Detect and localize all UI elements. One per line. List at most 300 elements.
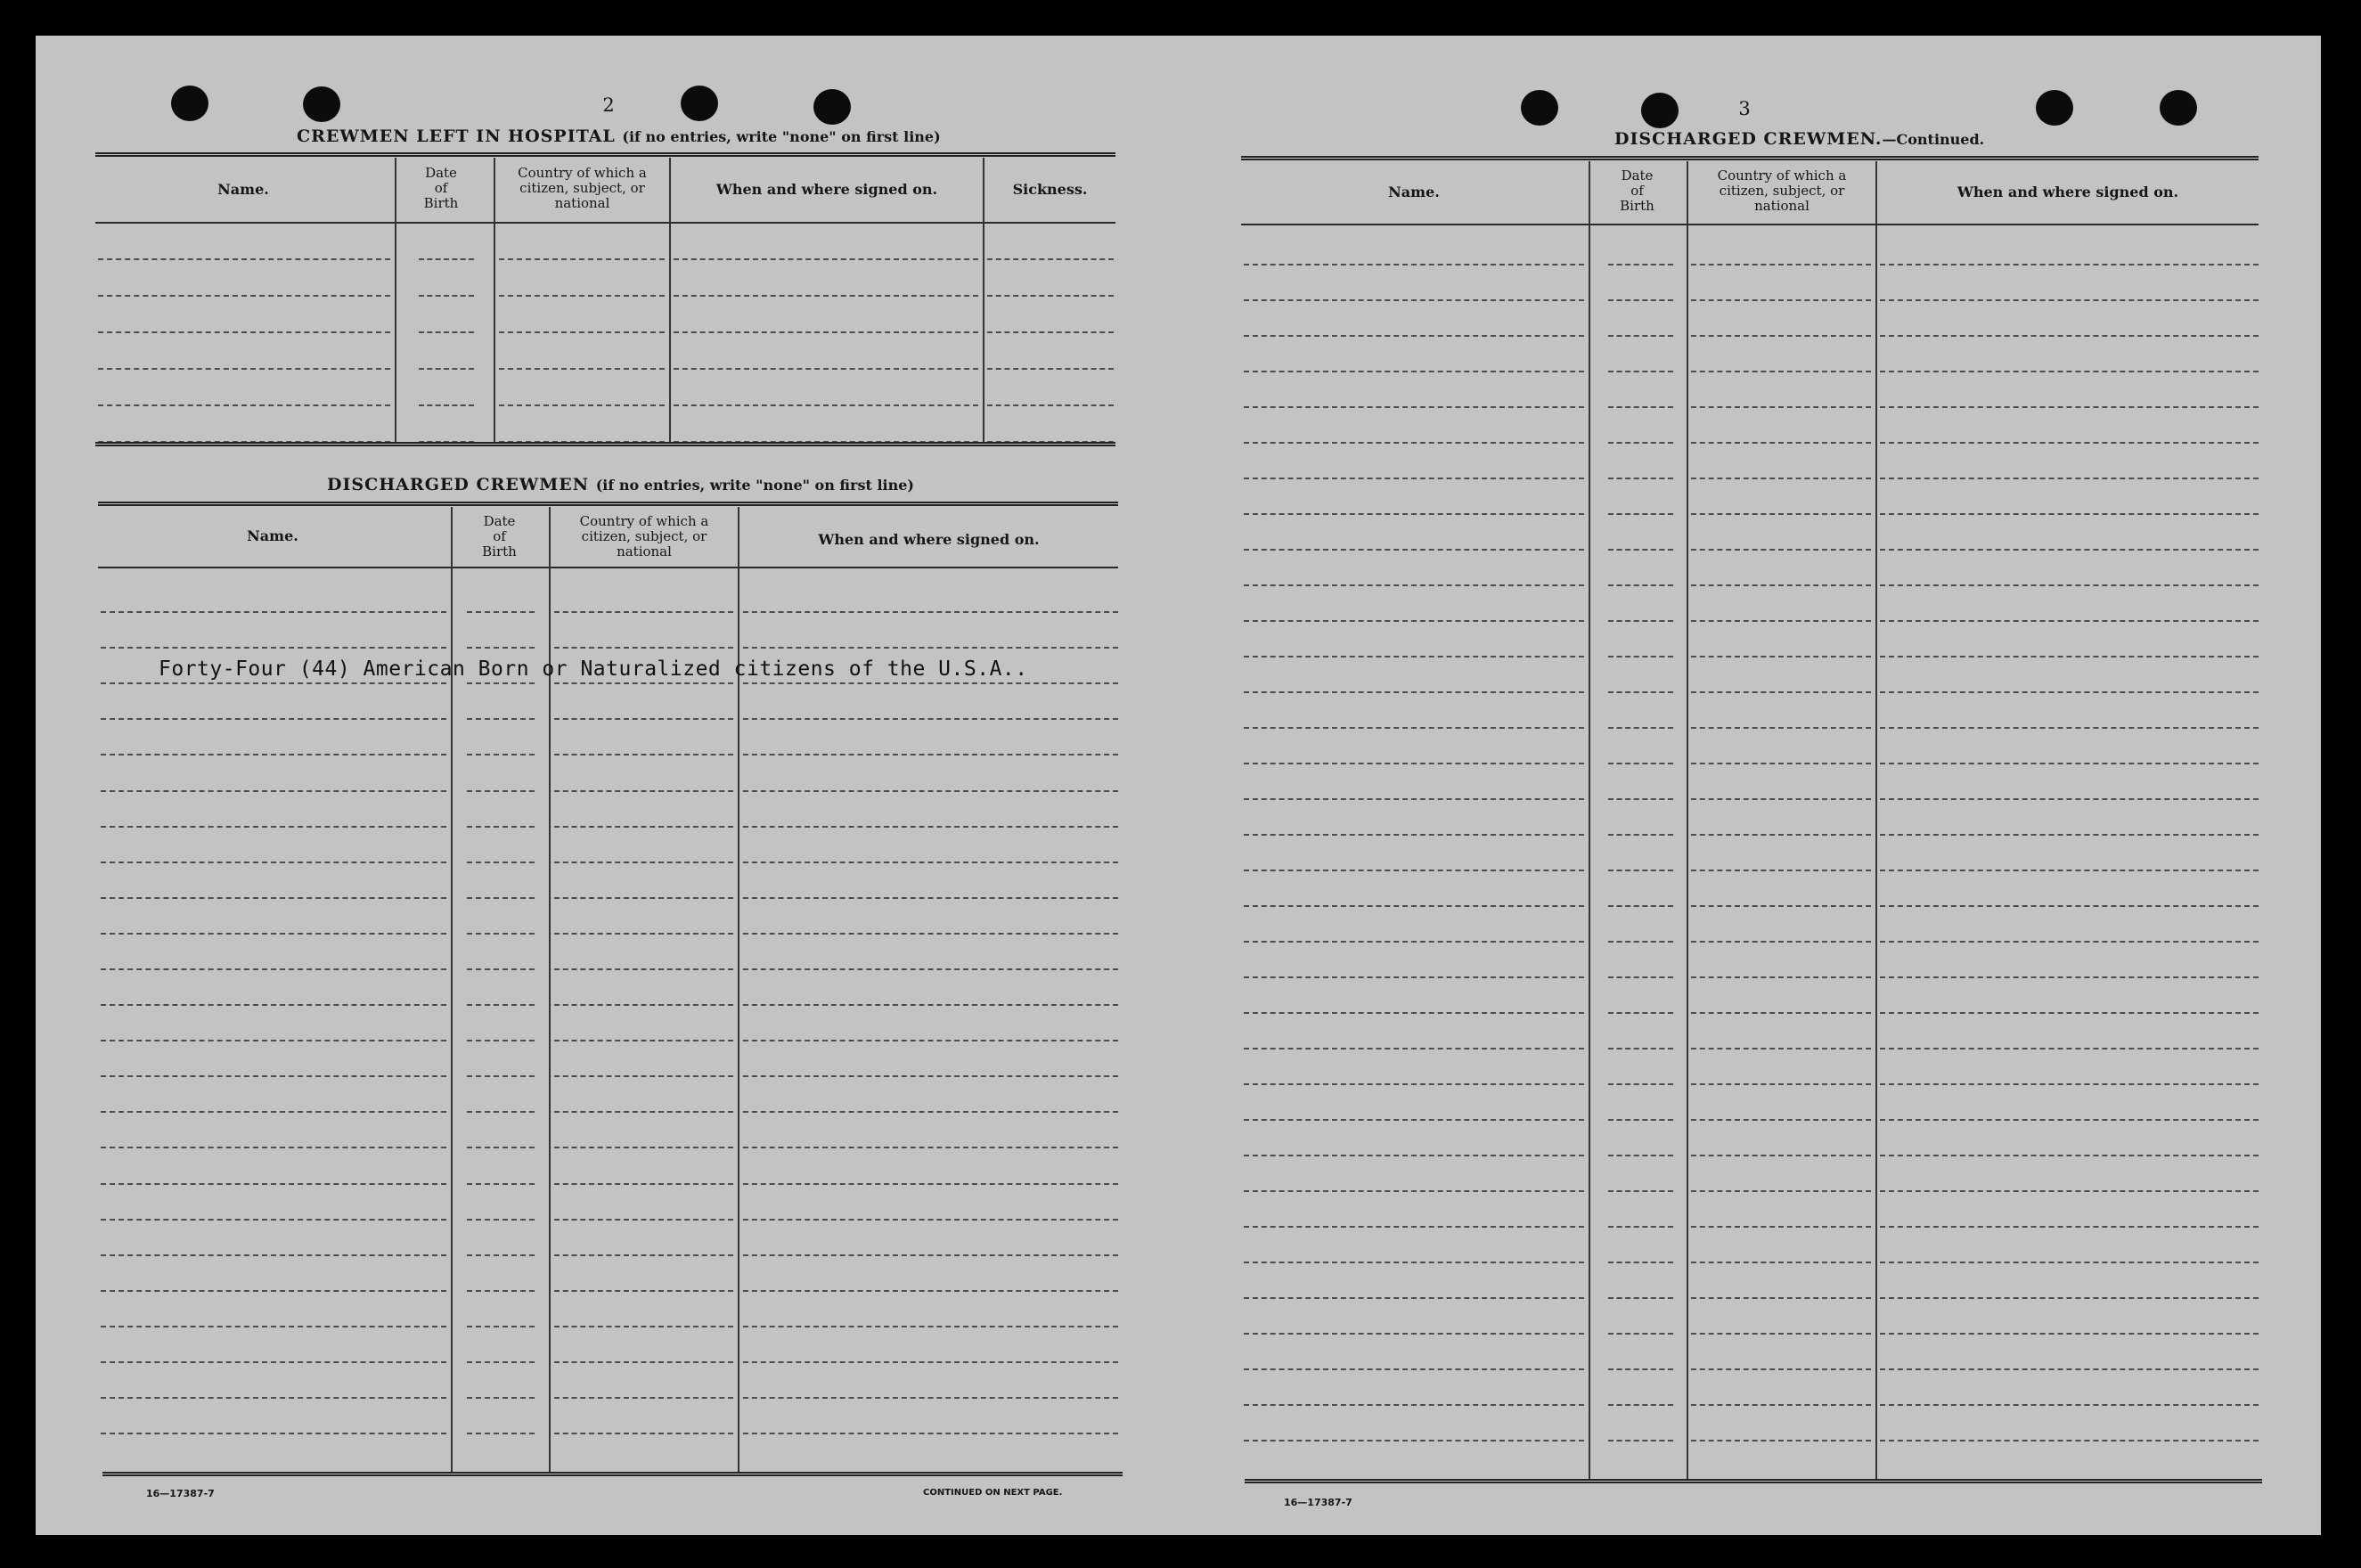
ruled-line <box>419 368 474 370</box>
ruled-line <box>1244 1190 1584 1192</box>
ruled-line <box>467 826 535 828</box>
ruled-line <box>1244 870 1584 871</box>
col-header-name: Name. <box>247 527 298 544</box>
ruled-line <box>1691 691 1871 693</box>
punch-hole <box>171 86 208 121</box>
ruled-line <box>743 897 1118 899</box>
ruled-line <box>101 1290 446 1292</box>
ruled-line <box>467 933 535 935</box>
ruled-line <box>101 1040 446 1041</box>
ruled-line <box>674 258 978 260</box>
ruled-line <box>101 968 446 970</box>
ruled-line <box>467 1075 535 1077</box>
ruled-line <box>1691 941 1871 943</box>
rule <box>1245 1479 2262 1483</box>
ruled-line <box>1608 1333 1673 1335</box>
ruled-line <box>1691 478 1871 479</box>
ruled-line <box>1880 1440 2259 1441</box>
ruled-line <box>419 258 474 260</box>
ruled-line <box>1691 1440 1871 1441</box>
col-header-signed: When and where signed on. <box>1957 184 2179 200</box>
ruled-line <box>1880 299 2259 301</box>
ruled-line <box>1608 1262 1673 1263</box>
ruled-line <box>554 1075 733 1077</box>
ruled-line <box>554 1004 733 1006</box>
ruled-line <box>1244 691 1584 693</box>
ruled-line <box>1880 1155 2259 1156</box>
ruled-line <box>987 295 1114 297</box>
ruled-line <box>101 1075 446 1077</box>
ruled-line <box>1244 763 1584 764</box>
ruled-line <box>1691 335 1871 337</box>
header-rule <box>98 567 1118 568</box>
punch-hole <box>1641 93 1679 128</box>
ruled-line <box>1880 584 2259 586</box>
right-page <box>1185 36 2321 1535</box>
ruled-line <box>743 1111 1118 1113</box>
ruled-line <box>1691 870 1871 871</box>
discharged-title: DISCHARGED CREWMEN (if no entries, write "none" on first line) <box>327 475 914 494</box>
ruled-line <box>1608 335 1673 337</box>
ruled-line <box>554 897 733 899</box>
ruled-line <box>101 754 446 755</box>
ruled-line <box>499 404 665 406</box>
ruled-line <box>1691 299 1871 301</box>
ruled-line <box>101 790 446 792</box>
ruled-line <box>1608 905 1673 907</box>
ruled-line <box>1244 1440 1584 1441</box>
ruled-line <box>1880 1297 2259 1299</box>
ruled-line <box>467 718 535 720</box>
ruled-line <box>554 968 733 970</box>
ruled-line <box>1880 406 2259 408</box>
ruled-line <box>1691 656 1871 657</box>
ruled-line <box>1691 1190 1871 1192</box>
ruled-line <box>554 611 733 613</box>
ruled-line <box>101 1147 446 1148</box>
ruled-line <box>467 1147 535 1148</box>
ruled-line <box>1691 1048 1871 1049</box>
punch-hole <box>2160 90 2197 126</box>
rule <box>95 152 1115 157</box>
ruled-line <box>743 1075 1118 1077</box>
ruled-line <box>1244 798 1584 800</box>
ruled-line <box>554 1433 733 1434</box>
ruled-line <box>1608 870 1673 871</box>
ruled-line <box>1880 941 2259 943</box>
ruled-line <box>1608 299 1673 301</box>
ruled-line <box>1244 442 1584 444</box>
col-header-signed: When and where signed on. <box>818 531 1040 548</box>
ruled-line <box>467 1326 535 1327</box>
column-divider <box>1875 161 1877 1480</box>
ruled-line <box>499 258 665 260</box>
ruled-line <box>1880 1333 2259 1335</box>
ruled-line <box>1880 1119 2259 1121</box>
header-rule <box>1241 224 2259 225</box>
ruled-line <box>1691 1155 1871 1156</box>
rule <box>95 442 1115 446</box>
ruled-line <box>1608 513 1673 515</box>
ruled-line <box>1608 1012 1673 1014</box>
ruled-line <box>467 1111 535 1113</box>
ruled-line <box>743 1290 1118 1292</box>
col-header-country: Country of which a citizen, subject, or national <box>1717 167 1847 214</box>
ruled-line <box>1608 976 1673 978</box>
ruled-line <box>1608 798 1673 800</box>
ruled-line <box>1691 1119 1871 1121</box>
ruled-line <box>98 368 390 370</box>
ruled-line <box>467 968 535 970</box>
ruled-line <box>554 826 733 828</box>
ruled-line <box>1691 1404 1871 1406</box>
ruled-line <box>1244 1012 1584 1014</box>
ruled-line <box>1608 1226 1673 1228</box>
col-header-name: Name. <box>217 181 269 198</box>
ruled-line <box>743 968 1118 970</box>
document-sheet <box>36 36 2321 1535</box>
ruled-line <box>499 368 665 370</box>
typed-entry: Forty-Four (44) American Born or Naturalized citizens of the U.S.A.. <box>159 657 1028 681</box>
ruled-line <box>1608 549 1673 551</box>
ruled-line <box>1691 1333 1871 1335</box>
ruled-line <box>1691 763 1871 764</box>
ruled-line <box>1608 442 1673 444</box>
ruled-line <box>1880 763 2259 764</box>
ruled-line <box>467 1433 535 1434</box>
ruled-line <box>1691 905 1871 907</box>
ruled-line <box>1244 1368 1584 1370</box>
ruled-line <box>743 611 1118 613</box>
ruled-line <box>1691 1083 1871 1085</box>
ruled-line <box>467 1397 535 1399</box>
ruled-line <box>467 1254 535 1256</box>
ruled-line <box>554 1361 733 1363</box>
ruled-line <box>554 1290 733 1292</box>
punch-hole <box>681 86 718 121</box>
ruled-line <box>1244 406 1584 408</box>
ruled-line <box>101 826 446 828</box>
ruled-line <box>101 1397 446 1399</box>
ruled-line <box>467 682 535 684</box>
ruled-line <box>554 862 733 863</box>
ruled-line <box>1244 976 1584 978</box>
col-header-signed: When and where signed on. <box>715 181 938 198</box>
ruled-line <box>1880 264 2259 265</box>
ruled-line <box>1691 371 1871 372</box>
ruled-line <box>1691 976 1871 978</box>
ruled-line <box>1244 478 1584 479</box>
col-header-name: Name. <box>1388 184 1440 200</box>
ruled-line <box>1880 691 2259 693</box>
ruled-line <box>1691 834 1871 836</box>
ruled-line <box>1608 691 1673 693</box>
ruled-line <box>743 933 1118 935</box>
footer-note: CONTINUED ON NEXT PAGE. <box>923 1488 1063 1498</box>
ruled-line <box>1244 549 1584 551</box>
col-header-dob: Date of Birth <box>482 513 517 559</box>
ruled-line <box>1691 584 1871 586</box>
ruled-line <box>101 862 446 863</box>
ruled-line <box>467 1361 535 1363</box>
ruled-line <box>987 404 1114 406</box>
ruled-line <box>743 754 1118 755</box>
ruled-line <box>1608 584 1673 586</box>
ruled-line <box>674 331 978 333</box>
ruled-line <box>554 1326 733 1327</box>
ruled-line <box>101 1183 446 1185</box>
ruled-line <box>743 1254 1118 1256</box>
ruled-line <box>1608 1048 1673 1049</box>
ruled-line <box>1244 1119 1584 1121</box>
ruled-line <box>1880 513 2259 515</box>
column-divider <box>738 507 739 1473</box>
ruled-line <box>101 682 446 684</box>
ruled-line <box>554 1040 733 1041</box>
form-number: 16—17387-7 <box>1284 1497 1352 1508</box>
ruled-line <box>1691 620 1871 622</box>
ruled-line <box>1880 1368 2259 1370</box>
punch-hole <box>303 86 340 122</box>
ruled-line <box>467 1290 535 1292</box>
ruled-line <box>98 331 390 333</box>
ruled-line <box>1244 264 1584 265</box>
ruled-line <box>1244 584 1584 586</box>
ruled-line <box>499 331 665 333</box>
column-divider <box>983 158 984 442</box>
ruled-line <box>101 647 446 649</box>
ruled-line <box>1608 941 1673 943</box>
ruled-line <box>1608 727 1673 729</box>
ruled-line <box>1880 1012 2259 1014</box>
ruled-line <box>554 682 733 684</box>
ruled-line <box>1244 1404 1584 1406</box>
ruled-line <box>1691 1012 1871 1014</box>
ruled-line <box>554 790 733 792</box>
ruled-line <box>101 611 446 613</box>
ruled-line <box>467 790 535 792</box>
ruled-line <box>674 404 978 406</box>
rule <box>98 502 1118 506</box>
ruled-line <box>1880 549 2259 551</box>
ruled-line <box>101 1111 446 1113</box>
ruled-line <box>1880 798 2259 800</box>
ruled-line <box>101 933 446 935</box>
ruled-line <box>674 295 978 297</box>
ruled-line <box>1608 1119 1673 1121</box>
ruled-line <box>101 718 446 720</box>
col-header-country: Country of which a citizen, subject, or national <box>518 165 647 211</box>
rule <box>1241 156 2259 160</box>
ruled-line <box>98 258 390 260</box>
ruled-line <box>743 1183 1118 1185</box>
ruled-line <box>674 368 978 370</box>
ruled-line <box>1880 335 2259 337</box>
ruled-line <box>1880 834 2259 836</box>
page-number: 2 <box>602 94 615 116</box>
rule <box>102 1472 1123 1476</box>
ruled-line <box>467 1040 535 1041</box>
ruled-line <box>1880 442 2259 444</box>
page-number: 3 <box>1738 98 1751 119</box>
ruled-line <box>1880 905 2259 907</box>
ruled-line <box>743 862 1118 863</box>
ruled-line <box>1244 941 1584 943</box>
column-divider <box>395 158 396 442</box>
ruled-line <box>1608 478 1673 479</box>
ruled-line <box>554 1183 733 1185</box>
ruled-line <box>1880 870 2259 871</box>
ruled-line <box>554 1397 733 1399</box>
column-divider <box>1589 161 1590 1480</box>
ruled-line <box>1880 478 2259 479</box>
ruled-line <box>743 647 1118 649</box>
ruled-line <box>1608 763 1673 764</box>
column-divider <box>1687 161 1688 1480</box>
ruled-line <box>987 258 1114 260</box>
ruled-line <box>987 368 1114 370</box>
ruled-line <box>467 862 535 863</box>
col-header-sickness: Sickness. <box>1012 181 1088 198</box>
ruled-line <box>101 1361 446 1363</box>
header-rule <box>95 222 1115 224</box>
ruled-line <box>101 1219 446 1221</box>
ruled-line <box>1608 1083 1673 1085</box>
ruled-line <box>743 1040 1118 1041</box>
ruled-line <box>101 897 446 899</box>
ruled-line <box>743 826 1118 828</box>
ruled-line <box>1608 1190 1673 1192</box>
ruled-line <box>1608 1404 1673 1406</box>
ruled-line <box>98 404 390 406</box>
ruled-line <box>554 1219 733 1221</box>
ruled-line <box>1691 513 1871 515</box>
hospital-title: CREWMEN LEFT IN HOSPITAL (if no entries, write "none" on first line) <box>297 127 941 146</box>
ruled-line <box>467 1219 535 1221</box>
ruled-line <box>467 897 535 899</box>
ruled-line <box>554 647 733 649</box>
discharged-continued-title: DISCHARGED CREWMEN.—Continued. <box>1614 129 1985 149</box>
ruled-line <box>554 718 733 720</box>
ruled-line <box>1608 264 1673 265</box>
ruled-line <box>419 295 474 297</box>
ruled-line <box>1244 371 1584 372</box>
ruled-line <box>101 1254 446 1256</box>
ruled-line <box>1244 513 1584 515</box>
ruled-line <box>499 295 665 297</box>
col-header-dob: Date of Birth <box>423 165 459 211</box>
ruled-line <box>1608 834 1673 836</box>
ruled-line <box>467 1183 535 1185</box>
ruled-line <box>1244 1226 1584 1228</box>
ruled-line <box>743 1433 1118 1434</box>
ruled-line <box>1880 1262 2259 1263</box>
ruled-line <box>743 790 1118 792</box>
ruled-line <box>1608 1440 1673 1441</box>
ruled-line <box>1880 1226 2259 1228</box>
form-number: 16—17387-7 <box>146 1488 215 1499</box>
ruled-line <box>1691 1226 1871 1228</box>
ruled-line <box>1244 1333 1584 1335</box>
ruled-line <box>419 331 474 333</box>
ruled-line <box>1244 1297 1584 1299</box>
ruled-line <box>1244 1155 1584 1156</box>
ruled-line <box>101 1326 446 1327</box>
ruled-line <box>1244 620 1584 622</box>
ruled-line <box>101 1004 446 1006</box>
ruled-line <box>1691 549 1871 551</box>
ruled-line <box>98 295 390 297</box>
ruled-line <box>1244 656 1584 657</box>
ruled-line <box>1608 1368 1673 1370</box>
ruled-line <box>1880 656 2259 657</box>
ruled-line <box>1244 1048 1584 1049</box>
ruled-line <box>1691 1262 1871 1263</box>
ruled-line <box>554 754 733 755</box>
ruled-line <box>1244 834 1584 836</box>
ruled-line <box>1244 727 1584 729</box>
ruled-line <box>743 1397 1118 1399</box>
ruled-line <box>743 1361 1118 1363</box>
ruled-line <box>743 682 1118 684</box>
ruled-line <box>1880 371 2259 372</box>
ruled-line <box>1691 798 1871 800</box>
col-header-dob: Date of Birth <box>1620 167 1654 214</box>
ruled-line <box>1691 264 1871 265</box>
ruled-line <box>1880 620 2259 622</box>
ruled-line <box>1691 442 1871 444</box>
ruled-line <box>554 1254 733 1256</box>
ruled-line <box>1880 976 2259 978</box>
ruled-line <box>1244 335 1584 337</box>
ruled-line <box>1608 406 1673 408</box>
ruled-line <box>1608 371 1673 372</box>
ruled-line <box>1244 905 1584 907</box>
ruled-line <box>1608 1155 1673 1156</box>
ruled-line <box>467 611 535 613</box>
column-divider <box>669 158 671 442</box>
ruled-line <box>1244 1262 1584 1263</box>
left-page <box>36 36 1176 1535</box>
column-divider <box>549 507 551 1473</box>
ruled-line <box>467 647 535 649</box>
ruled-line <box>419 404 474 406</box>
punch-hole <box>1521 90 1558 126</box>
ruled-line <box>743 718 1118 720</box>
ruled-line <box>743 1219 1118 1221</box>
column-divider <box>451 507 453 1473</box>
ruled-line <box>1880 1404 2259 1406</box>
ruled-line <box>1691 727 1871 729</box>
ruled-line <box>1244 1083 1584 1085</box>
ruled-line <box>743 1326 1118 1327</box>
ruled-line <box>101 1433 446 1434</box>
ruled-line <box>1608 620 1673 622</box>
ruled-line <box>1608 1297 1673 1299</box>
ruled-line <box>1880 1083 2259 1085</box>
column-divider <box>494 158 495 442</box>
ruled-line <box>743 1147 1118 1148</box>
ruled-line <box>1244 299 1584 301</box>
ruled-line <box>554 1147 733 1148</box>
ruled-line <box>1880 1190 2259 1192</box>
col-header-country: Country of which a citizen, subject, or national <box>579 513 709 559</box>
ruled-line <box>743 1004 1118 1006</box>
ruled-line <box>467 1004 535 1006</box>
ruled-line <box>554 1111 733 1113</box>
ruled-line <box>1880 727 2259 729</box>
ruled-line <box>467 754 535 755</box>
